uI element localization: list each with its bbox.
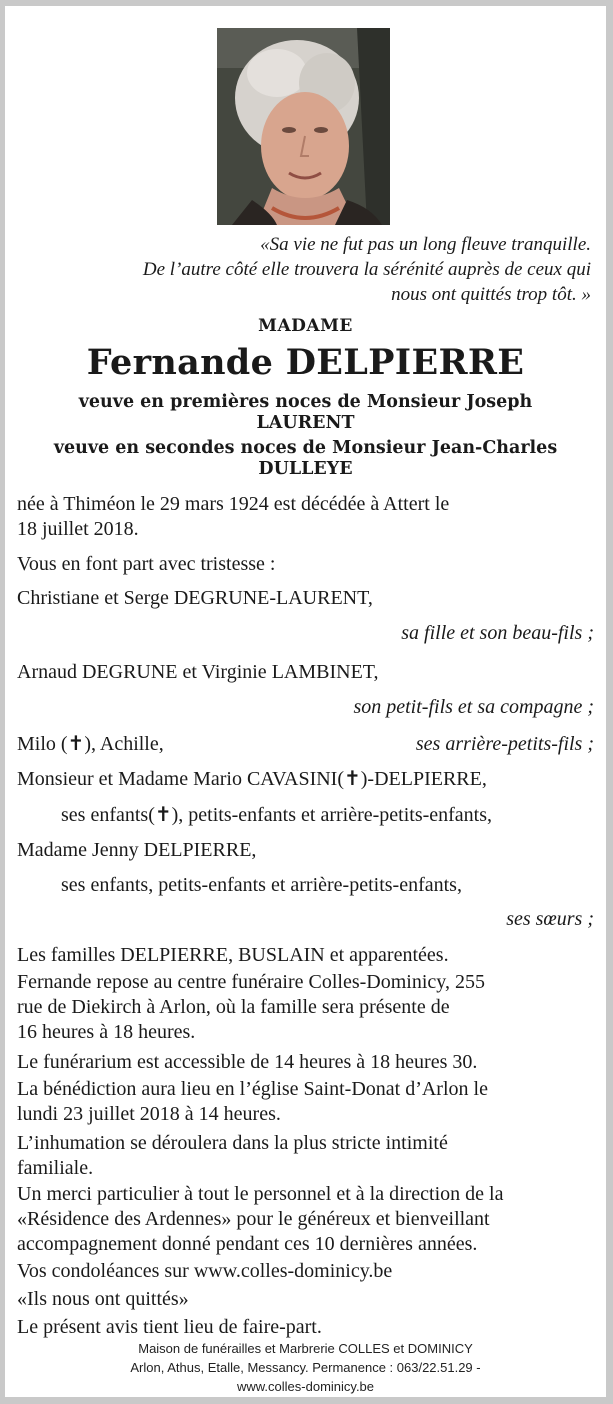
portrait-image	[217, 28, 390, 225]
repose-line-1: Fernande repose au centre funéraire Colles-Dominicy, 255	[17, 971, 485, 993]
first-marriage	[25, 392, 586, 434]
condolences-text: Vos condoléances sur www.colles-dominicy.be	[17, 1260, 393, 1282]
benediction-line-1: La bénédiction aura lieu en l’église Saint-Donat d’Arlon le	[17, 1078, 488, 1100]
first-marriage-line-1: veuve en premières noces de Monsieur Joseph	[78, 392, 533, 412]
footer-line-1: Maison de funérailles et Marbrerie COLLES et DOMINICY	[138, 1341, 473, 1356]
memorial-quote	[31, 232, 591, 307]
great-grandchildren-names: Milo (✝), Achille,	[17, 733, 164, 755]
birth-death-info	[17, 492, 597, 542]
quote-line-3: nous ont quittés trop tôt. »	[391, 284, 591, 305]
footer-line-3: www.colles-dominicy.be	[236, 1379, 375, 1394]
sister-2-name: Madame Jenny DELPIERRE,	[17, 839, 257, 861]
second-marriage-line-1: veuve en secondes noces de Monsieur Jean-Charles	[53, 438, 558, 458]
repose-line-2: rue de Diekirch à Arlon, où la famille sera présente de	[17, 996, 450, 1018]
footer-line-2: Arlon, Athus, Etalle, Messancy. Permanence : 063/22.51.29 -	[130, 1360, 481, 1375]
daughter-role: sa fille et son beau-fils ;	[401, 622, 594, 644]
inhumation-line-2: familiale.	[17, 1157, 94, 1179]
second-marriage-line-2: DULLEYE	[258, 459, 353, 479]
sister-1-name: Monsieur et Madame Mario CAVASINI(✝)-DELPIERRE,	[17, 768, 487, 790]
funerarium-hours: Le funérarium est accessible de 14 heures à 18 heures 30.	[17, 1051, 478, 1073]
quote-line-1: «Sa vie ne fut pas un long fleuve tranquille.	[260, 234, 591, 255]
thanks-line-3: accompagnement donné pendant ces 10 dernières années.	[17, 1233, 478, 1255]
sister-1-children: ses enfants(✝), petits-enfants et arrière-petits-enfants,	[61, 804, 493, 826]
left-us-text: «Ils nous ont quittés»	[17, 1288, 189, 1310]
second-marriage	[25, 438, 586, 480]
intro-text: Vous en font part avec tristesse :	[17, 553, 276, 575]
grandson-name: Arnaud DEGRUNE et Virginie LAMBINET,	[17, 661, 379, 683]
deceased-name: Fernande DELPIERRE	[86, 342, 525, 383]
funeral-home-footer	[5, 1339, 606, 1396]
grandson-role: son petit-fils et sa compagne ;	[353, 696, 594, 718]
repose-line-3: 16 heures à 18 heures.	[17, 1021, 196, 1043]
obituary-card	[5, 6, 606, 1397]
birth-line-2: 18 juillet 2018.	[17, 518, 139, 540]
inhumation-line-1: L’inhumation se déroulera dans la plus stricte intimité	[17, 1132, 448, 1154]
benediction-line-2: lundi 23 juillet 2018 à 14 heures.	[17, 1103, 281, 1125]
thanks-paragraph	[17, 1182, 597, 1257]
notice-text: Le présent avis tient lieu de faire-part.	[17, 1316, 322, 1338]
great-grandchildren-role: ses arrière-petits-fils ;	[415, 733, 594, 755]
benediction-info	[17, 1077, 597, 1127]
thanks-line-1: Un merci particulier à tout le personnel et à la direction de la	[17, 1183, 504, 1205]
daughter-name: Christiane et Serge DEGRUNE-LAURENT,	[17, 587, 373, 609]
title-madame: MADAME	[258, 316, 353, 336]
repose-info	[17, 970, 597, 1045]
first-marriage-line-2: LAURENT	[256, 413, 355, 433]
families-text: Les familles DELPIERRE, BUSLAIN et apparentées.	[17, 944, 449, 966]
thanks-line-2: «Résidence des Ardennes» pour le généreux et bienveillant	[17, 1208, 490, 1230]
quote-line-2: De l’autre côté elle trouvera la sérénité auprès de ceux qui	[142, 259, 591, 280]
inhumation-info	[17, 1131, 597, 1181]
sisters-role: ses sœurs ;	[506, 908, 594, 930]
portrait-photo	[217, 28, 390, 225]
sister-2-children: ses enfants, petits-enfants et arrière-petits-enfants,	[61, 874, 462, 896]
birth-line-1: née à Thiméon le 29 mars 1924 est décédée à Attert le	[17, 493, 450, 515]
